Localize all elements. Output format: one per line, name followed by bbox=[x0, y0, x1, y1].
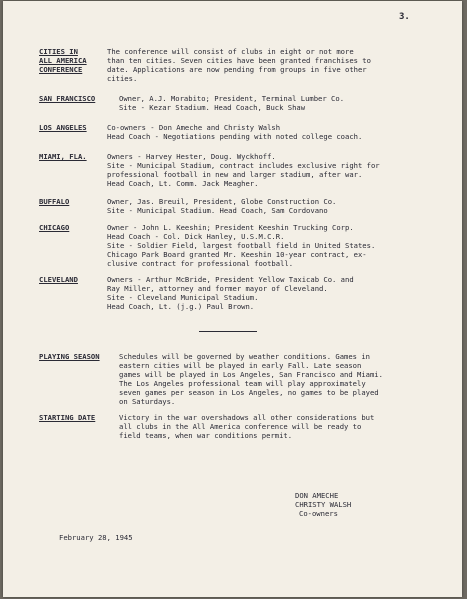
section-chicago bbox=[39, 223, 437, 268]
section-body: The conference will consist of clubs in eight or not more than ten cities. Seven cities have been granted franchises to date. Applications are now pending from groups in five other cities. bbox=[107, 47, 371, 83]
divider-rule bbox=[199, 331, 257, 332]
section-san-francisco bbox=[39, 94, 437, 112]
section-starting-date bbox=[39, 413, 437, 440]
section-label: PLAYING SEASON bbox=[39, 352, 100, 361]
section-body: Owners - Harvey Hester, Doug. Wyckhoff. Site - Municipal Stadium, contract includes exclusive right for professional football in new and larger stadium, after war. Head Coach, Lt. Comm. Jack Meagher. bbox=[107, 152, 380, 188]
signer-title: Co-owners bbox=[299, 509, 338, 518]
section-label: LOS ANGELES bbox=[39, 123, 87, 132]
section-label: STARTING DATE bbox=[39, 413, 96, 422]
section-label: CHICAGO bbox=[39, 223, 70, 232]
section-body: Owner - John L. Keeshin; President Keeshin Trucking Corp. Head Coach - Col. Dick Hanley, U.S.M.C.R. Site - Soldier Field, largest football field in United States. Chicago Park Board granted Mr. Keeshin 10-year contract, ex- clusive contract for professional football. bbox=[107, 223, 376, 268]
section-label: BUFFALO bbox=[39, 197, 70, 206]
section-body: Victory in the war overshadows all other considerations but all clubs in the All America conference will be ready to field teams, when war conditions permit. bbox=[119, 413, 375, 440]
section-label: SAN FRANCISCO bbox=[39, 94, 96, 103]
signature-block bbox=[295, 491, 351, 518]
section-cleveland bbox=[39, 275, 437, 311]
page-number: 3. bbox=[399, 12, 410, 22]
section-label: MIAMI, FLA. bbox=[39, 152, 87, 161]
section-body: Owner, Jas. Breuil, President, Globe Construction Co. Site - Municipal Stadium. Head Coach, Sam Cordovano bbox=[107, 197, 337, 215]
section-los-angeles bbox=[39, 123, 437, 141]
section-label: CITIES IN ALL AMERICA CONFERENCE bbox=[39, 47, 87, 74]
signer-name: DON AMECHE bbox=[295, 491, 339, 500]
section-miami bbox=[39, 152, 437, 188]
section-cities bbox=[39, 47, 437, 83]
signer-name: CHRISTY WALSH bbox=[295, 500, 352, 509]
document-page bbox=[3, 1, 462, 597]
section-label: CLEVELAND bbox=[39, 275, 78, 284]
section-body: Co-owners - Don Ameche and Christy Walsh Head Coach - Negotiations pending with noted college coach. bbox=[107, 123, 363, 141]
section-buffalo bbox=[39, 197, 437, 215]
section-body: Schedules will be governed by weather conditions. Games in eastern cities will be played in early Fall. Late season games will be played in Los Angeles, San Francisco and Miami. The Los Angeles professional team will play approximately seven games per season in Los Angeles, no games to be played on Saturdays. bbox=[119, 352, 383, 406]
section-playing-season bbox=[39, 352, 437, 406]
section-body: Owners - Arthur McBride, President Yellow Taxicab Co. and Ray Miller, attorney and former mayor of Cleveland. Site - Cleveland Municipal Stadium. Head Coach, Lt. (j.g.) Paul Brown. bbox=[107, 275, 354, 311]
section-body: Owner, A.J. Morabito; President, Terminal Lumber Co. Site - Kezar Stadium. Head Coach, Buck Shaw bbox=[119, 94, 345, 112]
document-date: February 28, 1945 bbox=[59, 533, 133, 542]
